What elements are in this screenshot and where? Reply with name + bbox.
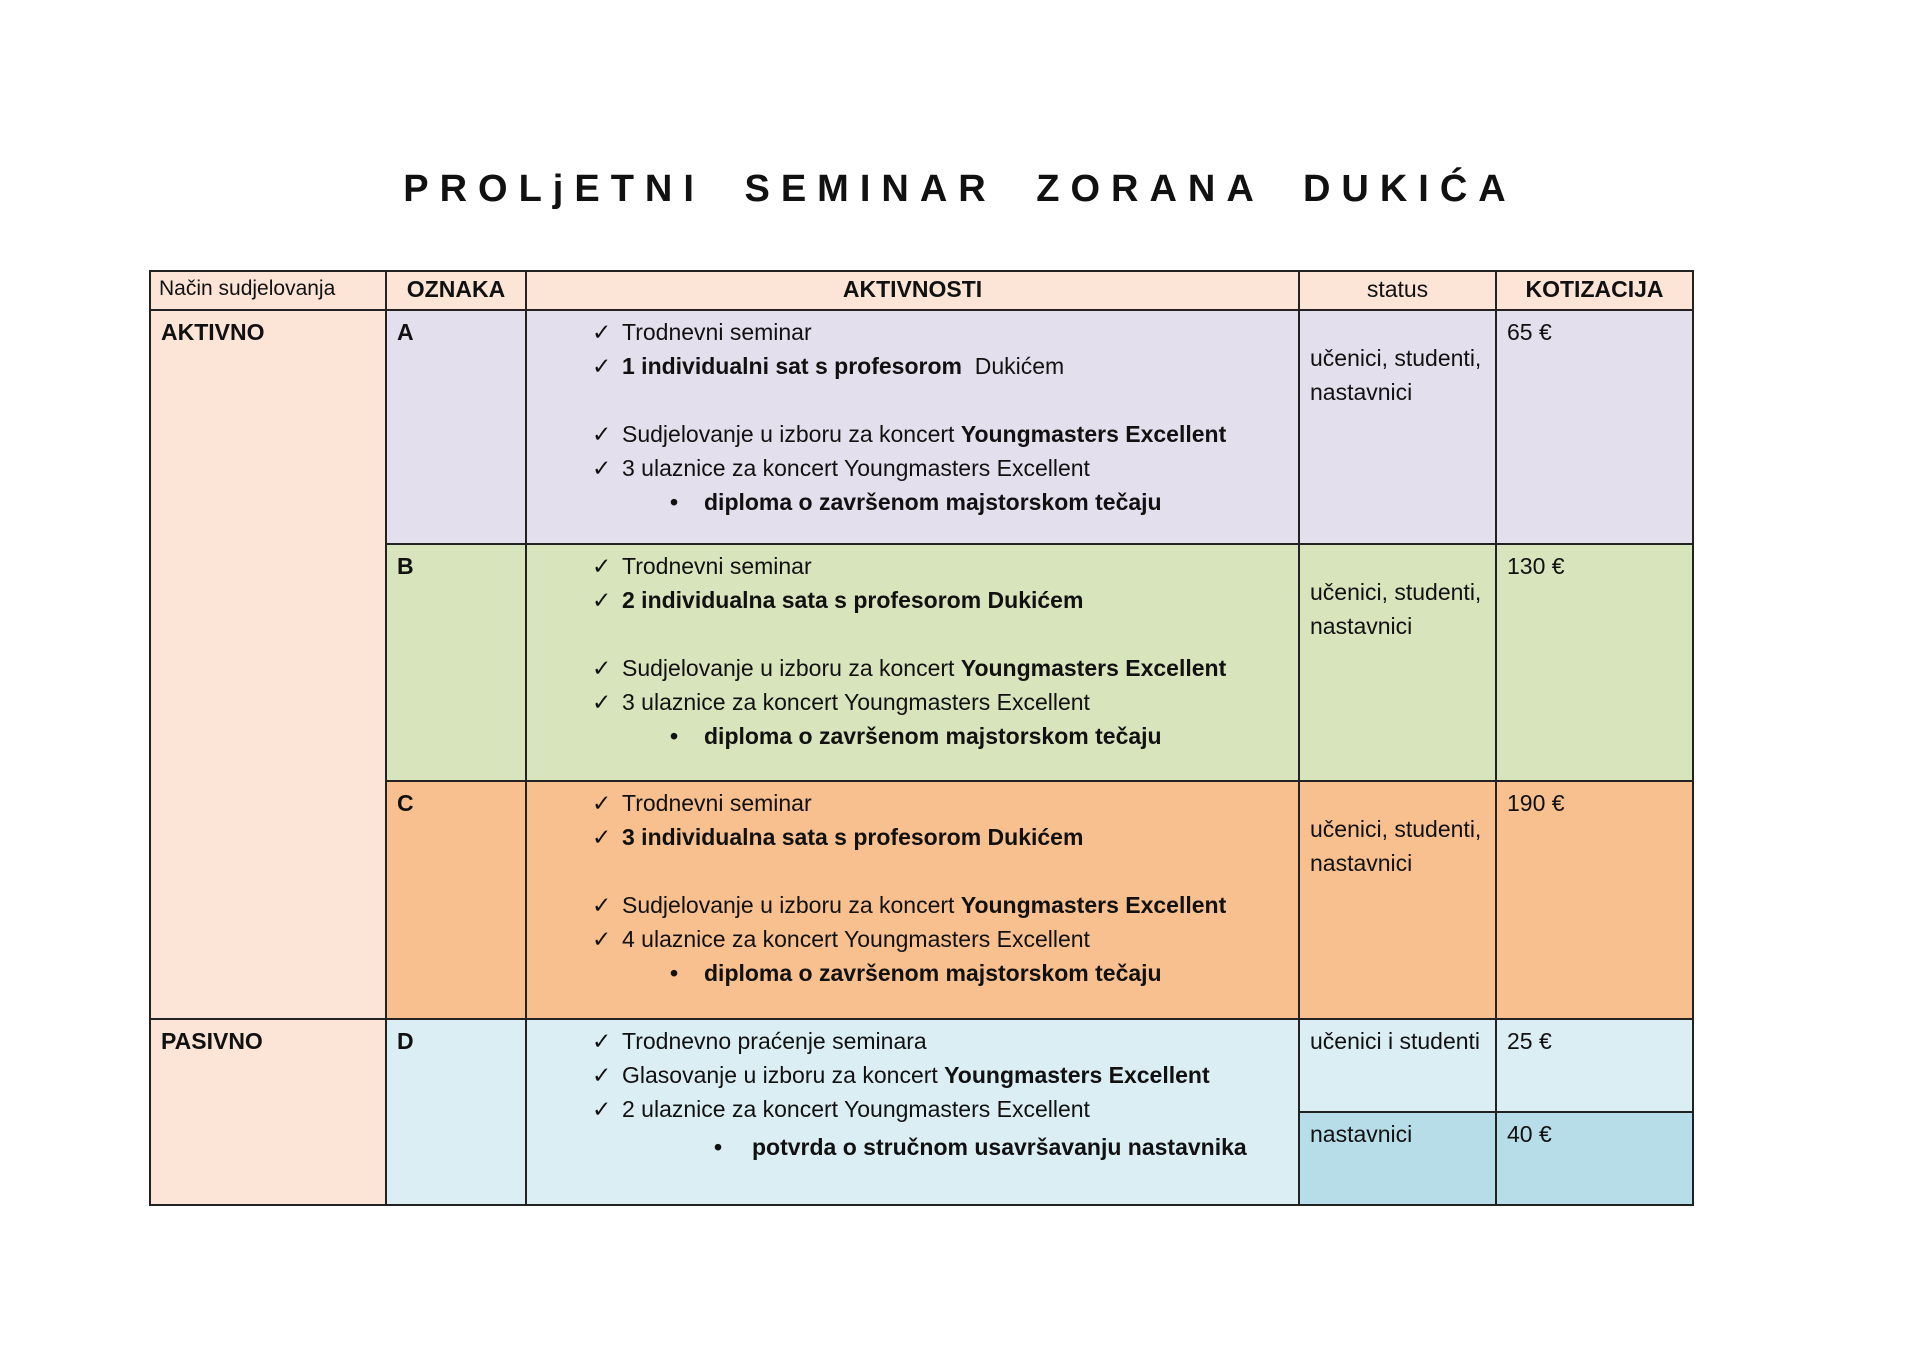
oznaka-b: B	[386, 544, 526, 781]
check-icon: ✓	[592, 689, 612, 715]
price-a: 65 €	[1496, 310, 1693, 544]
status-c: učenici, studenti, nastavnici	[1299, 781, 1496, 1019]
check-icon: ✓	[592, 790, 612, 816]
bullet-icon: •	[714, 1134, 723, 1160]
check-icon: ✓	[592, 421, 612, 447]
header-oznaka: OZNAKA	[386, 271, 526, 310]
check-icon: ✓	[592, 319, 612, 345]
aktivnosti-b	[526, 544, 1299, 781]
list-item: ✓ 3 ulaznice za koncert Youngmasters Excellent	[592, 451, 1288, 485]
oznaka-a: A	[386, 310, 526, 544]
list-item: • potvrda o stručnom usavršavanju nastavnika	[592, 1130, 1288, 1164]
list-item: ✓ 2 ulaznice za koncert Youngmasters Excellent	[592, 1092, 1288, 1126]
check-icon: ✓	[592, 455, 612, 481]
list-item: ✓ 1 individualni sat s profesorom Dukićem	[592, 349, 1288, 383]
check-icon: ✓	[592, 587, 612, 613]
header-kotizacija: KOTIZACIJA	[1496, 271, 1693, 310]
check-icon: ✓	[592, 655, 612, 681]
list-item: • diploma o završenom majstorskom tečaju	[592, 719, 1288, 753]
pricing-table	[149, 270, 1694, 1206]
group-aktivno: AKTIVNO	[150, 310, 386, 1019]
table-row-a	[150, 310, 1693, 544]
list-item: ✓ Trodnevno praćenje seminara	[592, 1024, 1288, 1058]
check-icon: ✓	[592, 1062, 612, 1088]
price-d-students: 25 €	[1496, 1019, 1693, 1112]
list-item: ✓ 3 individualna sata s profesorom Dukićem	[592, 820, 1288, 854]
check-icon: ✓	[592, 892, 612, 918]
list-item: ✓ Trodnevni seminar	[592, 315, 1288, 349]
check-icon: ✓	[592, 824, 612, 850]
status-d-teachers: nastavnici	[1299, 1112, 1496, 1205]
list-item: ✓ Trodnevni seminar	[592, 549, 1288, 583]
bullet-icon: •	[670, 960, 679, 986]
price-b: 130 €	[1496, 544, 1693, 781]
aktivnosti-c	[526, 781, 1299, 1019]
status-a: učenici, studenti, nastavnici	[1299, 310, 1496, 544]
check-icon: ✓	[592, 1096, 612, 1122]
list-item: ✓ Trodnevni seminar	[592, 786, 1288, 820]
list-item: ✓ Glasovanje u izboru za koncert Youngmasters Excellent	[592, 1058, 1288, 1092]
aktivnosti-a	[526, 310, 1299, 544]
status-b: učenici, studenti, nastavnici	[1299, 544, 1496, 781]
list-item: • diploma o završenom majstorskom tečaju	[592, 485, 1288, 519]
list-item: ✓ 4 ulaznice za koncert Youngmasters Excellent	[592, 922, 1288, 956]
aktivnosti-d	[526, 1019, 1299, 1205]
header-nacin: Način sudjelovanja	[150, 271, 386, 310]
list-item: ✓ 2 individualna sata s profesorom Dukićem	[592, 583, 1288, 617]
page-title: PROLjETNI SEMINAR ZORANA DUKIĆA	[403, 168, 1517, 210]
group-pasivno: PASIVNO	[150, 1019, 386, 1205]
table-row-d	[150, 1019, 1693, 1112]
header-aktivnosti: AKTIVNOSTI	[526, 271, 1299, 310]
check-icon: ✓	[592, 353, 612, 379]
bullet-icon: •	[670, 489, 679, 515]
price-d-teachers: 40 €	[1496, 1112, 1693, 1205]
list-item: ✓ Sudjelovanje u izboru za koncert Youngmasters Excellent	[592, 417, 1288, 451]
list-item: ✓ Sudjelovanje u izboru za koncert Youngmasters Excellent	[592, 888, 1288, 922]
bullet-icon: •	[670, 723, 679, 749]
price-c: 190 €	[1496, 781, 1693, 1019]
header-row	[150, 271, 1693, 310]
oznaka-c: C	[386, 781, 526, 1019]
list-item: ✓ 3 ulaznice za koncert Youngmasters Excellent	[592, 685, 1288, 719]
list-item: • diploma o završenom majstorskom tečaju	[592, 956, 1288, 990]
oznaka-d: D	[386, 1019, 526, 1205]
check-icon: ✓	[592, 1028, 612, 1054]
status-d-students: učenici i studenti	[1299, 1019, 1496, 1112]
check-icon: ✓	[592, 926, 612, 952]
check-icon: ✓	[592, 553, 612, 579]
header-status: status	[1299, 271, 1496, 310]
list-item: ✓ Sudjelovanje u izboru za koncert Youngmasters Excellent	[592, 651, 1288, 685]
